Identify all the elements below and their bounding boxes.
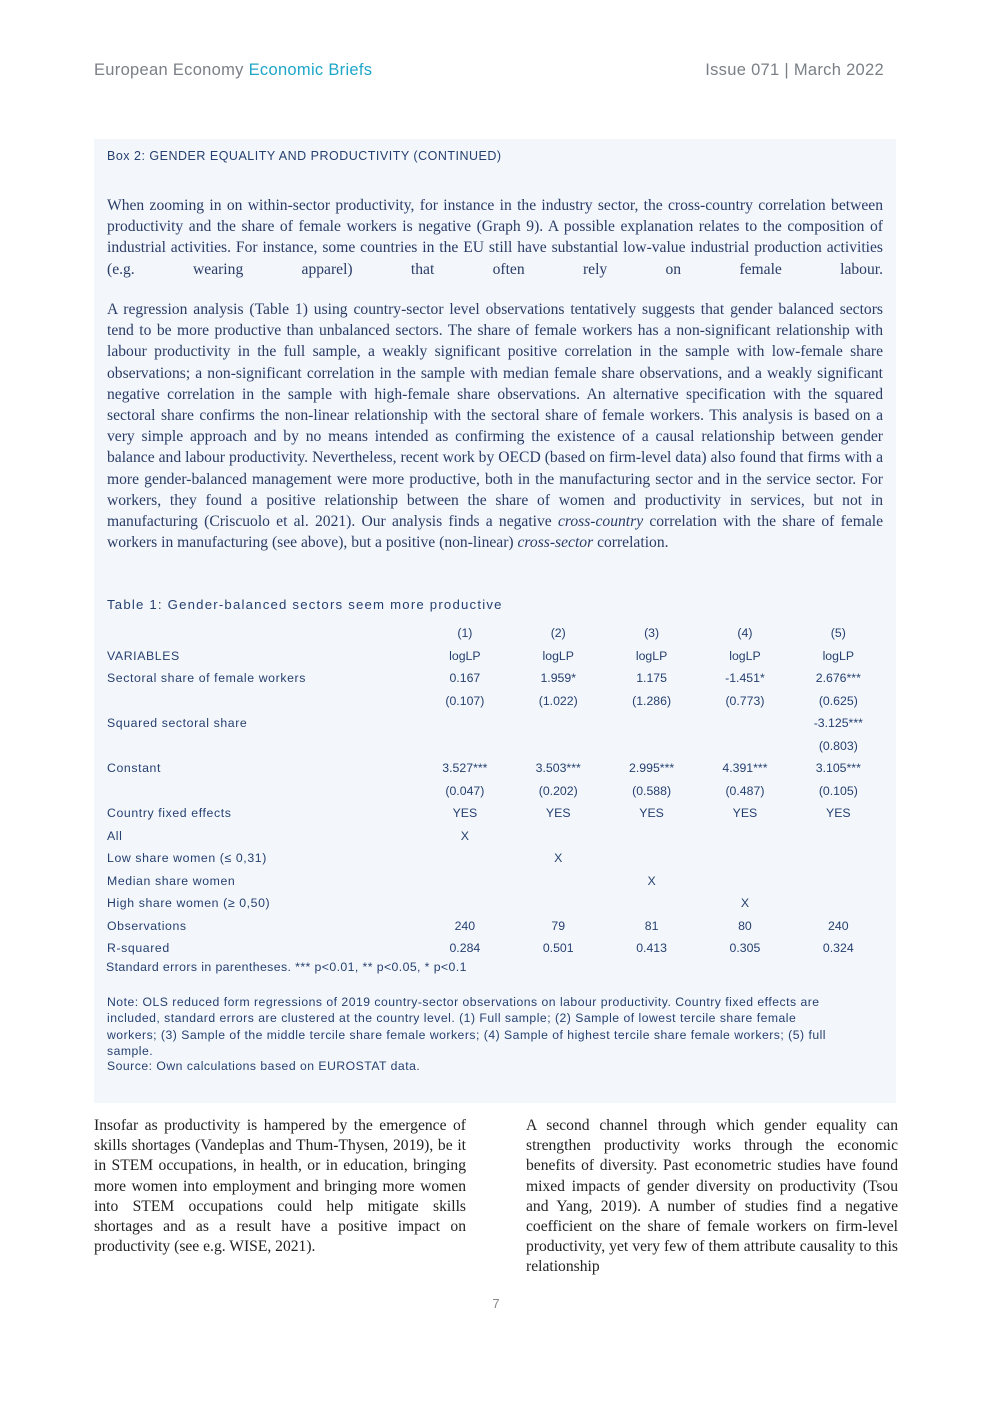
table-cell — [698, 735, 791, 758]
publication-name: European Economy — [94, 61, 244, 79]
table-cell — [792, 847, 885, 870]
table-cell: (0.047) — [445, 783, 485, 798]
table-cell: 80 — [738, 918, 752, 933]
table-cell: -3.125*** — [813, 716, 863, 731]
table-cell: logLP — [542, 648, 574, 663]
table-row — [107, 780, 885, 803]
table-row — [107, 712, 885, 735]
column-number: (1) — [457, 626, 473, 641]
table-cell: 1.959* — [540, 671, 576, 686]
table-header-empty — [107, 622, 418, 645]
paragraph-2-text-end: correlation. — [597, 534, 669, 552]
table-cell: 240 — [454, 918, 476, 933]
column-number: (4) — [737, 626, 753, 641]
row-label: Squared sectoral share — [107, 716, 248, 731]
table-title: Table 1: Gender-balanced sectors seem more productive — [107, 597, 503, 612]
table-cell — [418, 892, 511, 915]
table-cell: 0.324 — [822, 941, 854, 956]
table-cell — [512, 870, 605, 893]
table-cell: 0.413 — [636, 941, 667, 956]
table-cell — [698, 870, 791, 893]
table-row — [107, 847, 885, 870]
table-cell: X — [740, 896, 750, 911]
series-name: Economic Briefs — [248, 61, 373, 79]
table-cell — [792, 892, 885, 915]
table-cell: 0.305 — [729, 941, 761, 956]
row-label — [107, 780, 418, 803]
publication-header — [94, 61, 372, 80]
body-left-column: Insofar as productivity is hampered by the emergence of skills shortages (Vandeplas and Thum-Thysen, 2019), be it in STEM occupations, in health, or in education, bringing more women into employment and bringing more women into STEM occupations could help mitigate skills shortages and as a result have a positive impact on productivity (see e.g. WISE, 2021). — [94, 1117, 466, 1256]
row-label: Country fixed effects — [107, 806, 232, 821]
table-cell: YES — [639, 806, 664, 821]
issue-date: Issue 071 | March 2022 — [705, 61, 884, 79]
table-cell — [512, 892, 605, 915]
row-label: Observations — [107, 918, 187, 933]
table-cell: (0.105) — [818, 783, 858, 798]
column-number: (5) — [830, 626, 846, 641]
row-label: Sectoral share of female workers — [107, 671, 306, 686]
table-header-row — [107, 622, 885, 645]
table-cell: X — [647, 873, 656, 888]
table-cell: YES — [452, 806, 478, 821]
table-row — [107, 690, 885, 713]
table-row — [107, 802, 885, 825]
table-cell — [418, 870, 511, 893]
row-label — [107, 735, 418, 758]
table-cell: logLP — [449, 648, 481, 663]
std-errors-note: Standard errors in parentheses. *** p<0.01, ** p<0.05, * p<0.1 — [106, 960, 467, 974]
table-cell — [418, 847, 511, 870]
table-cell: 3.527*** — [442, 761, 488, 776]
table-cell — [512, 712, 605, 735]
table-cell: (0.487) — [725, 783, 765, 798]
table-cell: logLP — [635, 648, 668, 663]
table-cell: 2.676*** — [815, 671, 861, 686]
row-label: All — [107, 828, 123, 843]
table-cell: 81 — [644, 918, 659, 933]
table-row — [107, 915, 885, 938]
table-cell: logLP — [822, 648, 855, 663]
table-cell: X — [460, 828, 469, 843]
column-number: (2) — [550, 626, 566, 641]
table-cell: logLP — [729, 648, 761, 663]
table-cell: (0.625) — [818, 693, 858, 708]
column-number: (3) — [644, 626, 660, 641]
table-cell: 1.175 — [636, 671, 667, 686]
table-cell — [698, 825, 791, 848]
table-cell: (0.803) — [818, 738, 858, 753]
table-cell: (0.107) — [445, 693, 485, 708]
box-title: Box 2: GENDER EQUALITY AND PRODUCTIVITY (CONTINUED) — [107, 149, 502, 163]
table-cell: -1.451* — [725, 671, 765, 686]
box-paragraph-2 — [107, 299, 883, 553]
table-row — [107, 892, 885, 915]
row-label: Median share women — [107, 873, 236, 888]
table-cell: 79 — [551, 918, 566, 933]
paragraph-2-text: A regression analysis (Table 1) using country-sector level observations tentatively suggests that gender balanced sectors tend to be more productive than unbalanced sectors. The share of female workers has a non-significant relationship with labour productivity in the full sample, a weakly significant positive correlation in the sample with low-female share observations; a non-significant correlation in the sample with median female share observations, and a weakly significant negative correlation in the sample with high-female share observations. An alternative specification with the squared sectoral share confirms the non-linear relationship with the sectoral share of female workers. This analysis is based on a very simple approach and by no means intended as confirming the existence of a causal relationship between gender balance and labour productivity. Nevertheless, recent work by OECD (based on firm-level data) also found that firms with a more gender-balanced management were more productive, both in the manufacturing sector and in the service sector. For workers, they found a positive relationship between the share of women and productivity in services, but not in manufacturing (Criscuolo et al. 2021). Our analysis finds a negative — [107, 301, 883, 531]
table-cell: 4.391*** — [722, 761, 768, 776]
table-cell — [605, 825, 698, 848]
table-row — [107, 735, 885, 758]
regression-table — [107, 622, 885, 960]
table-cell: 0.284 — [449, 941, 481, 956]
table-cell — [605, 847, 698, 870]
paragraph-2-text-cont: correlation with the share of female workers in manufacturing (see above), but a positive (non-linear) — [107, 513, 883, 552]
table-cell — [512, 825, 605, 848]
table-cell — [698, 712, 791, 735]
table-cell: YES — [732, 806, 758, 821]
body-right-column: A second channel through which gender equality can strengthen productivity works through the economic benefits of diversity. Past econometric studies have found mixed impacts of gender diversity on productivity (Tsou and Yang, 2019). A number of studies find a negative coefficient on the share of female workers on firm-level productivity, yet very few of them attribute causality to this relationship — [526, 1117, 898, 1276]
table-cell — [698, 847, 791, 870]
table-row — [107, 645, 885, 668]
table-cell — [792, 870, 885, 893]
table-cell: (0.588) — [632, 783, 672, 798]
row-label: VARIABLES — [107, 648, 180, 663]
row-label: Low share women (≤ 0,31) — [107, 851, 267, 866]
table-cell — [418, 712, 511, 735]
table-cell: (0.202) — [538, 783, 578, 798]
box-paragraph-1: When zooming in on within-sector productivity, for instance in the industry sector, the cross-country correlation between productivity and the share of female workers is negative (Graph 9). A possible explanation relates to the composition of industrial activities. For instance, some countries in the EU still have substantial low-value industrial production activities (e.g. wearing apparel) that often rely on female labour. — [107, 197, 883, 278]
table-cell: 3.105*** — [815, 761, 861, 776]
table-cell — [605, 735, 698, 758]
table-cell: 0.501 — [542, 941, 574, 956]
table-cell: 2.995*** — [629, 761, 675, 776]
row-label — [107, 690, 418, 713]
emphasis-cross-sector: cross-sector — [517, 534, 594, 552]
table-row — [107, 667, 885, 690]
table-source: Source: Own calculations based on EUROSTAT data. — [107, 1059, 421, 1073]
table-row — [107, 870, 885, 893]
table-cell: 3.503*** — [535, 761, 581, 776]
table-cell: YES — [826, 806, 851, 821]
table-cell: X — [554, 851, 563, 866]
row-label: R-squared — [107, 941, 170, 956]
table-cell: (1.286) — [632, 693, 672, 708]
table-cell — [512, 735, 605, 758]
emphasis-cross-country: cross-country — [557, 513, 644, 531]
table-cell: (1.022) — [538, 693, 578, 708]
table-row — [107, 757, 885, 780]
table-cell: 240 — [828, 918, 849, 933]
page-number: 7 — [492, 1296, 500, 1311]
table-cell — [605, 892, 698, 915]
box-gender-equality — [94, 139, 896, 1103]
table-cell — [792, 825, 885, 848]
table-cell: 0.167 — [449, 671, 481, 686]
table-row — [107, 937, 885, 960]
table-note: Note: OLS reduced form regressions of 2019 country-sector observations on labour productivity. Country fixed effects are included, standard errors are clustered at the country level. (1) Full sample; (2) Sample of lowest tercile share female workers; (3) Sample of the middle tercile share female workers; (4) Sample of highest tercile share female workers; (5) full sample. — [107, 995, 827, 1058]
table-row — [107, 825, 885, 848]
table-cell — [418, 735, 511, 758]
row-label: High share women (≥ 0,50) — [107, 896, 271, 911]
table-cell: YES — [545, 806, 571, 821]
table-cell: (0.773) — [725, 693, 765, 708]
table-cell — [605, 712, 698, 735]
row-label: Constant — [107, 761, 162, 776]
